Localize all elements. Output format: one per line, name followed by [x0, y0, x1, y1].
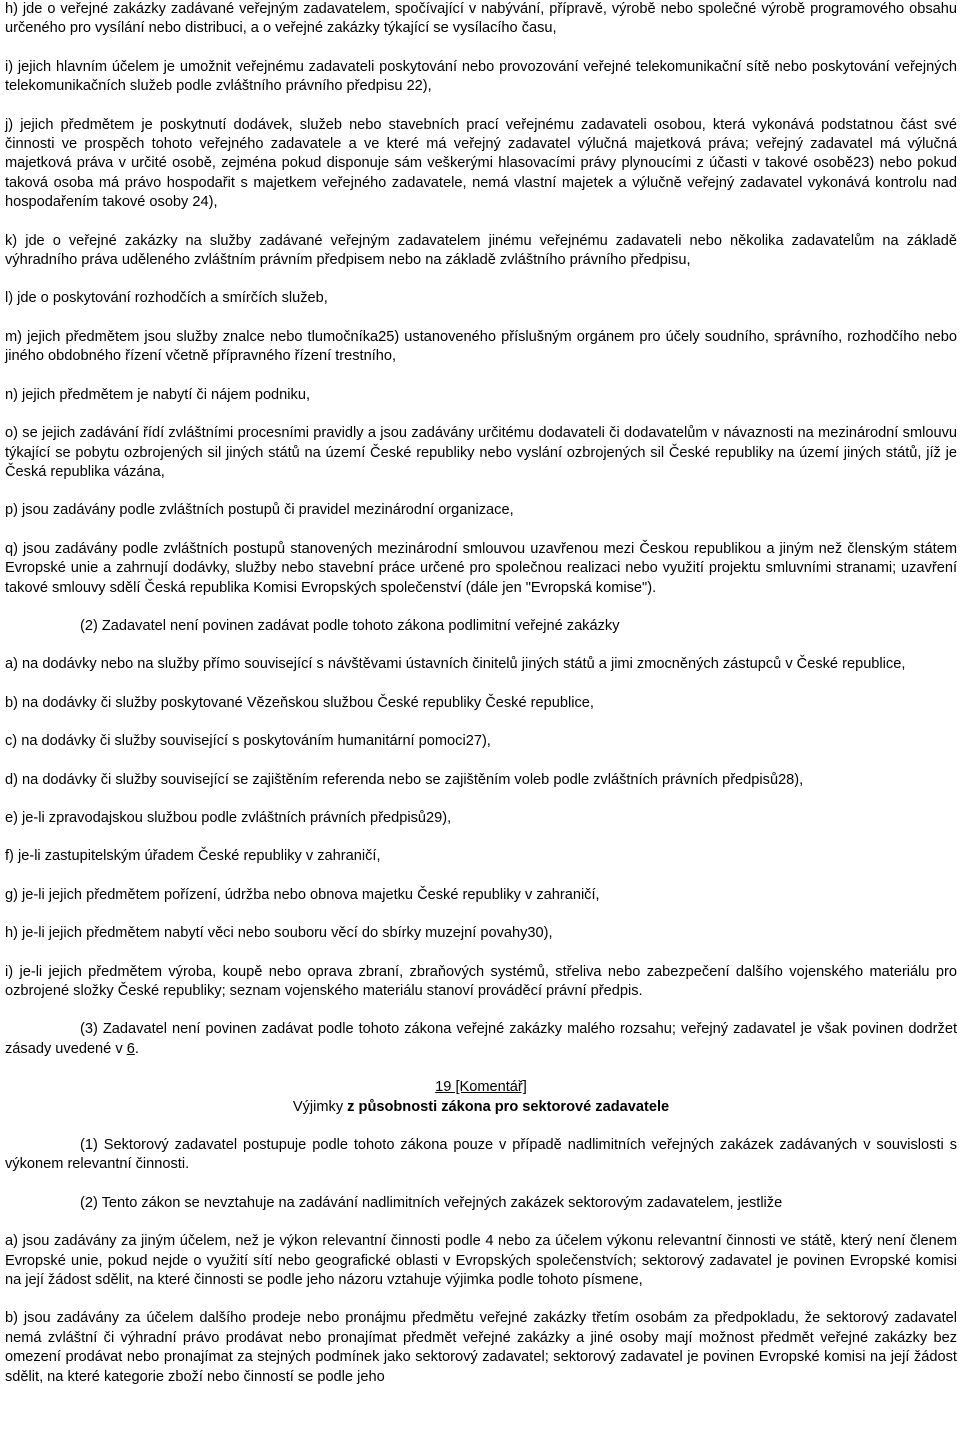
paragraph-2-intro: (2) Zadavatel není povinen zadávat podle tohoto zákona podlimitní veřejné zakázky — [80, 617, 620, 634]
document-page — [5, 0, 957, 1387]
paragraph-q: q) jsou zadávány podle zvláštních postupů stanovených mezinárodní smlouvou uzavřenou mezi Českou republikou a jiným než členským státem Evropské unie a zahrnují dodávky, služby nebo stavební práce určené pro společnou realizaci nebo využití projektu smluvními stranami; uzavření takové smlouvy sdělí Česká republika Komisi Evropských společenství (dále jen "Evropská komise"). — [5, 540, 957, 596]
section-link-6[interactable]: 6 — [126, 1040, 135, 1057]
paragraph-2i: i) je-li jejich předmětem výroba, koupě nebo oprava zbraní, zbraňových systémů, střeliva nebo zabezpečení dalšího vojenského materiálu pro ozbrojené složky České republiky; seznam vojenského materiálu stanoví prováděcí právní předpis. — [5, 963, 957, 999]
section-19-title-plain: Výjimky — [292, 1098, 348, 1115]
paragraph-2a: a) na dodávky nebo na služby přímo související s návštěvami ústavních činitelů jiných států a jimi zmocněných zástupců v České republice, — [5, 656, 906, 673]
paragraph-2d: d) na dodávky či služby související se zajištěním referenda nebo se zajištěním voleb podle zvláštních právních předpisů28), — [5, 771, 804, 788]
paragraph-o: o) se jejich zadávání řídí zvláštními procesními pravidly a jsou zadávány určitému dodavateli či dodavatelům v návaznosti na mezinárodní smlouvu týkající se pobytu ozbrojených sil jiných států na území České republiky nebo vyslání ozbrojených sil České republiky na území jiných států, jíž je Česká republika vázána, — [5, 425, 957, 480]
paragraph-s2b: b) jsou zadávány za účelem dalšího prodeje nebo pronájmu předmětu veřejné zakázky třetím osobám za předpokladu, že sektorový zadavatel nemá zvláštní či výhradní právo prodávat nebo pronajímat předmět veřejné zakázky a jiné osoby mají možnost předmět veřejné zakázky bez omezení prodávat nebo pronajímat za stejných podmínek jako sektorový zadavatel; sektorový zadavatel je povinen Evropské komisi na její žádost sdělit, na které kategorie zboží nebo činností se podle jeho — [5, 1310, 957, 1385]
section-19-link[interactable]: 19 [Komentář] — [435, 1079, 527, 1096]
paragraph-s2a: a) jsou zadávány za jiným účelem, než je výkon relevantní činnosti podle 4 nebo za účelem výkonu relevantní činnosti ve státě, který není členem Evropské unie, pokud nejde o využití sítí nebo geografické oblasti v Evropských společenstvích; sektorový zadavatel je povinen Evropské komisi na její žádost sdělit, na které činnosti se podle jeho názoru vztahuje výjimka podle tohoto písmene, — [5, 1233, 957, 1289]
paragraph-i: i) jejich hlavním účelem je umožnit veřejnému zadavateli poskytování nebo provozování veřejné telekomunikační sítě nebo poskytování veřejných telekomunikačních služeb podle zvláštního právního předpisu 22), — [5, 58, 957, 95]
paragraph-2f: f) je-li zastupitelským úřadem České republiky v zahraničí, — [5, 848, 381, 865]
section-19-number — [5, 1078, 957, 1097]
paragraph-m: m) jejich předmětem jsou služby znalce nebo tlumočníka25) ustanoveného příslušným orgánem pro účely soudního, správního, rozhodčího nebo jiného obdobného řízení včetně přípravného řízení trestního, — [5, 328, 957, 365]
paragraph-2e: e) je-li zpravodajskou službou podle zvláštních právních předpisů29), — [5, 809, 452, 826]
paragraph-p: p) jsou zadávány podle zvláštních postupů či pravidel mezinárodní organizace, — [5, 502, 514, 519]
paragraph-j: j) jejich předmětem je poskytnutí dodávek, služeb nebo stavebních prací veřejnému zadavateli osobou, která vykonává podstatnou část své činnosti ve prospěch tohoto veřejného zadavatele a ve které má veřejný zadavatel výlučná majetková práva; veřejný zadavatel má výlučná majetková práva v určité osobě, zejména pokud disponuje sám veškerými hlasovacími právy plynoucími z účasti v takové osobě23) nebo pokud taková osoba má právo hospodařit s majetkem veřejného zadavatele, nemá vlastní majetek a výlučně veřejný zadavatel vykonává kontrolu nad hospodařením takové osoby 24), — [5, 116, 957, 211]
paragraph-3-text: (3) Zadavatel není povinen zadávat podle tohoto zákona veřejné zakázky malého rozsahu; veřejný zadavatel je však povinen dodržet zásady uvedené v — [5, 1021, 957, 1057]
section-19-title — [5, 1098, 957, 1117]
paragraph-s2: (2) Tento zákon se nevztahuje na zadávání nadlimitních veřejných zakázek sektorovým zadavatelem, jestliže — [80, 1194, 783, 1211]
paragraph-2c: c) na dodávky či služby související s poskytováním humanitární pomoci27), — [5, 733, 491, 750]
paragraph-s1: (1) Sektorový zadavatel postupuje podle tohoto zákona pouze v případě nadlimitních veřejných zakázek zadávaných v souvislosti s výkonem relevantní činnosti. — [5, 1137, 957, 1173]
paragraph-3 — [5, 1020, 957, 1059]
section-19-title-bold: z působnosti zákona pro sektorové zadavatele — [347, 1098, 670, 1115]
paragraph-2h: h) je-li jejich předmětem nabytí věci nebo souboru věcí do sbírky muzejní povahy30), — [5, 925, 553, 942]
paragraph-k: k) jde o veřejné zakázky na služby zadávané veřejným zadavatelem jinému veřejnému zadavateli nebo několika zadavatelům na základě výhradního práva uděleného zvláštním právním předpisem nebo na základě zvláštního právního předpisu, — [5, 232, 957, 269]
paragraph-2b: b) na dodávky či služby poskytované Vězeňskou službou České republiky České republice, — [5, 694, 594, 711]
paragraph-2g: g) je-li jejich předmětem pořízení, údržba nebo obnova majetku České republiky v zahraničí, — [5, 886, 600, 903]
paragraph-3-end: . — [134, 1040, 139, 1057]
paragraph-h: h) jde o veřejné zakázky zadávané veřejným zadavatelem, spočívající v nabývání, přípravě, výrobě nebo společné výrobě programového obsahu určeného pro vysílání nebo distribuci, a o veřejné zakázky týkající se vysílacího času, — [5, 1, 957, 37]
paragraph-n: n) jejich předmětem je nabytí či nájem podniku, — [5, 386, 311, 403]
paragraph-l: l) jde o poskytování rozhodčích a smírčích služeb, — [5, 290, 328, 307]
